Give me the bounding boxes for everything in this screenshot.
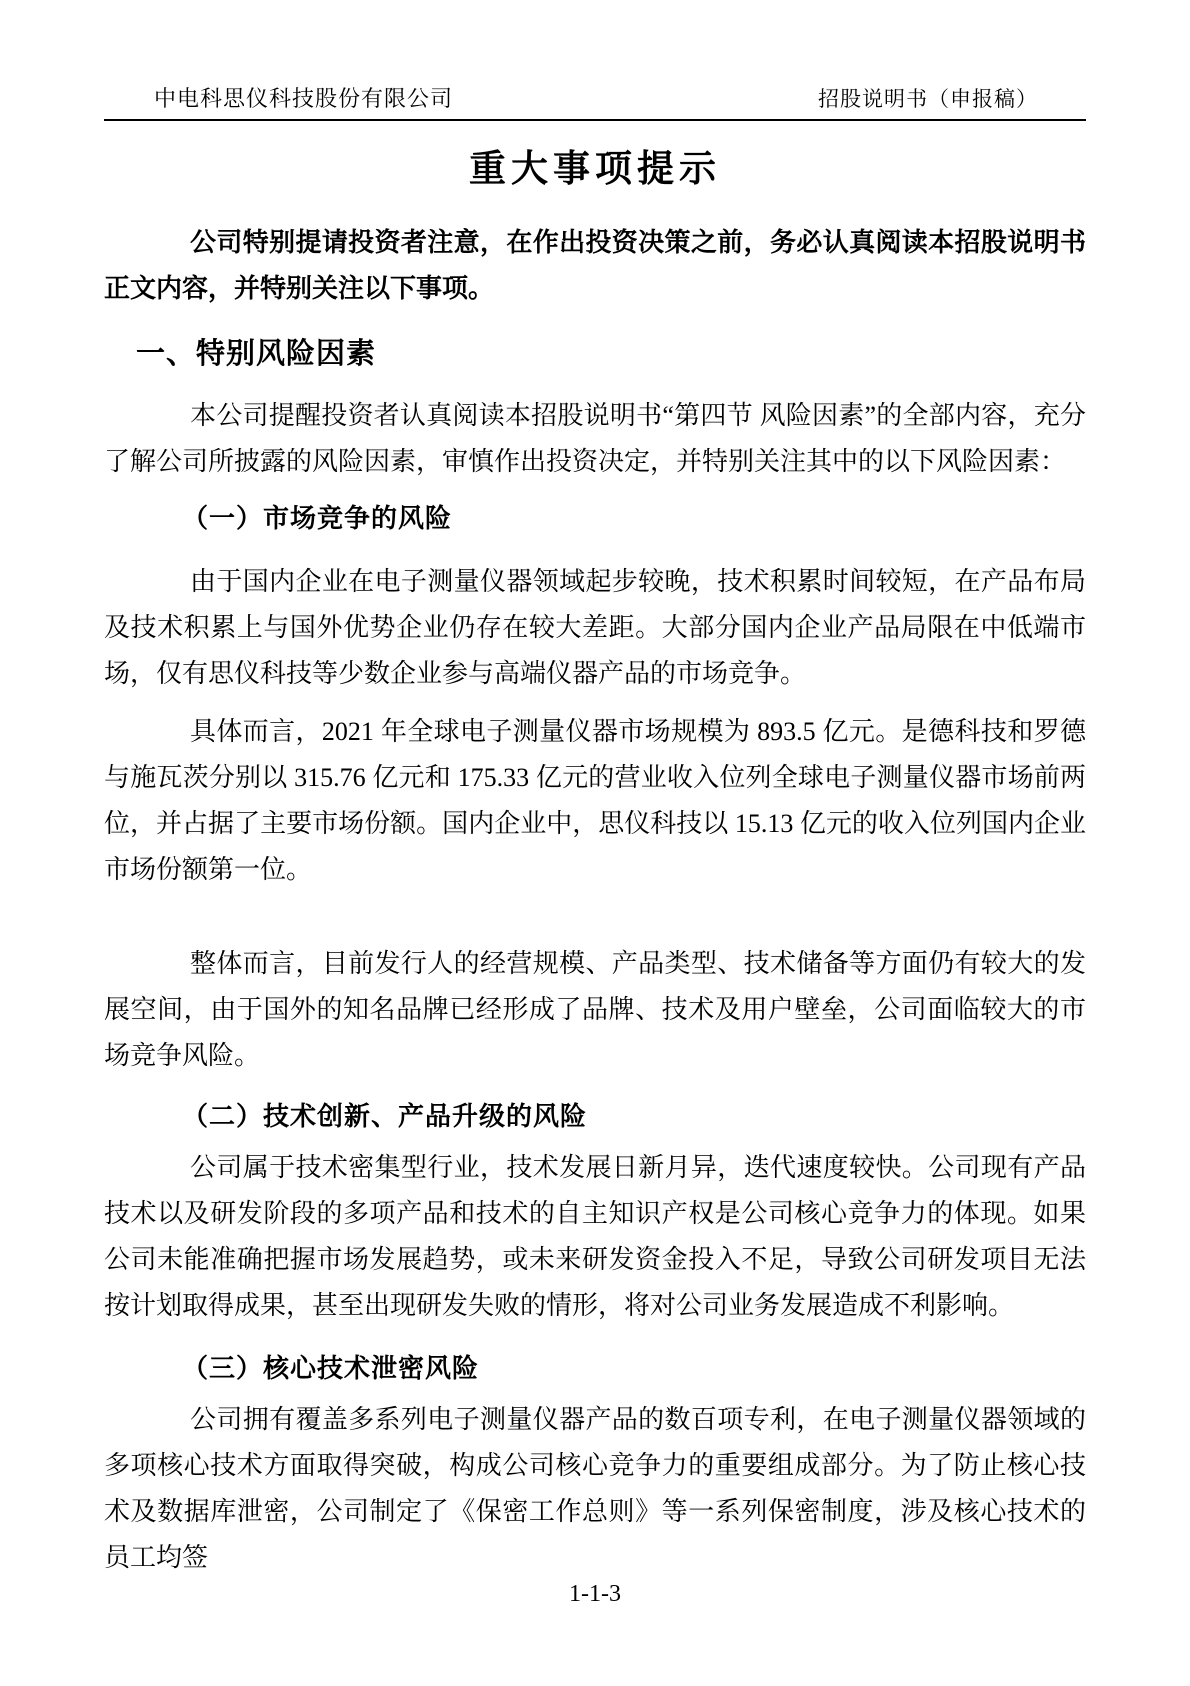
paragraph-core-tech-leak-1: 公司拥有覆盖多系列电子测量仪器产品的数百项专利，在电子测量仪器领域的多项核心技术方面取得突破，构成公司核心竞争力的重要组成部分。为了防止核心技术及数据库泄密，公司制定了《保密工作总则》等一系列保密制度，涉及核心技术的员工均签 xyxy=(104,1405,1086,1572)
heading-tech-innovation-risk: （二）技术创新、产品升级的风险 xyxy=(182,1101,588,1131)
header-document-type: 招股说明书（申报稿） xyxy=(818,87,1038,111)
heading-market-competition-risk: （一）市场竞争的风险 xyxy=(182,503,453,533)
paragraph-market-competition-3: 整体而言，目前发行人的经营规模、产品类型、技术储备等方面仍有较大的发展空间，由于国外的知名品牌已经形成了品牌、技术及用户壁垒，公司面临较大的市场竞争风险。 xyxy=(104,949,1086,1070)
paragraph-tech-innovation-1: 公司属于技术密集型行业，技术发展日新月异，迭代速度较快。公司现有产品技术以及研发阶段的多项产品和技术的自主知识产权是公司核心竞争力的体现。如果公司未能准确把握市场发展趋势，或未来研发资金投入不足，导致公司研发项目无法按计划取得成果，甚至出现研发失败的情形，将对公司业务发展造成不利影响。 xyxy=(104,1153,1086,1320)
paragraph-risk-lead: 本公司提醒投资者认真阅读本招股说明书“第四节 风险因素”的全部内容，充分了解公司所披露的风险因素，审慎作出投资决定，并特别关注其中的以下风险因素： xyxy=(104,401,1086,476)
heading-core-tech-leak-risk: （三）核心技术泄密风险 xyxy=(182,1353,480,1383)
paragraph-investor-notice: 公司特别提请投资者注意，在作出投资决策之前，务必认真阅读本招股说明书正文内容，并特别关注以下事项。 xyxy=(104,227,1086,303)
page-title: 重大事项提示 xyxy=(469,148,721,189)
page-number: 1-1-3 xyxy=(569,1581,621,1607)
paragraph-market-competition-2: 具体而言，2021 年全球电子测量仪器市场规模为 893.5 亿元。是德科技和罗德与施瓦茨分别以 315.76 亿元和 175.33 亿元的营业收入位列全球电子测量仪器市场前两位，并占据了主要市场份额。国内企业中，思仪科技以 15.13 亿元的收入位列国内企业市场份额第一位。 xyxy=(104,717,1086,884)
page-header xyxy=(104,0,1086,121)
header-company-name: 中电科思仪科技股份有限公司 xyxy=(154,86,454,111)
paragraph-market-competition-1: 由于国内企业在电子测量仪器领域起步较晚，技术积累时间较短，在产品布局及技术积累上与国外优势企业仍存在较大差距。大部分国内企业产品局限在中低端市场，仅有思仪科技等少数企业参与高端仪器产品的市场竞争。 xyxy=(104,567,1086,688)
heading-special-risk-factors: 一、特别风险因素 xyxy=(136,338,377,370)
